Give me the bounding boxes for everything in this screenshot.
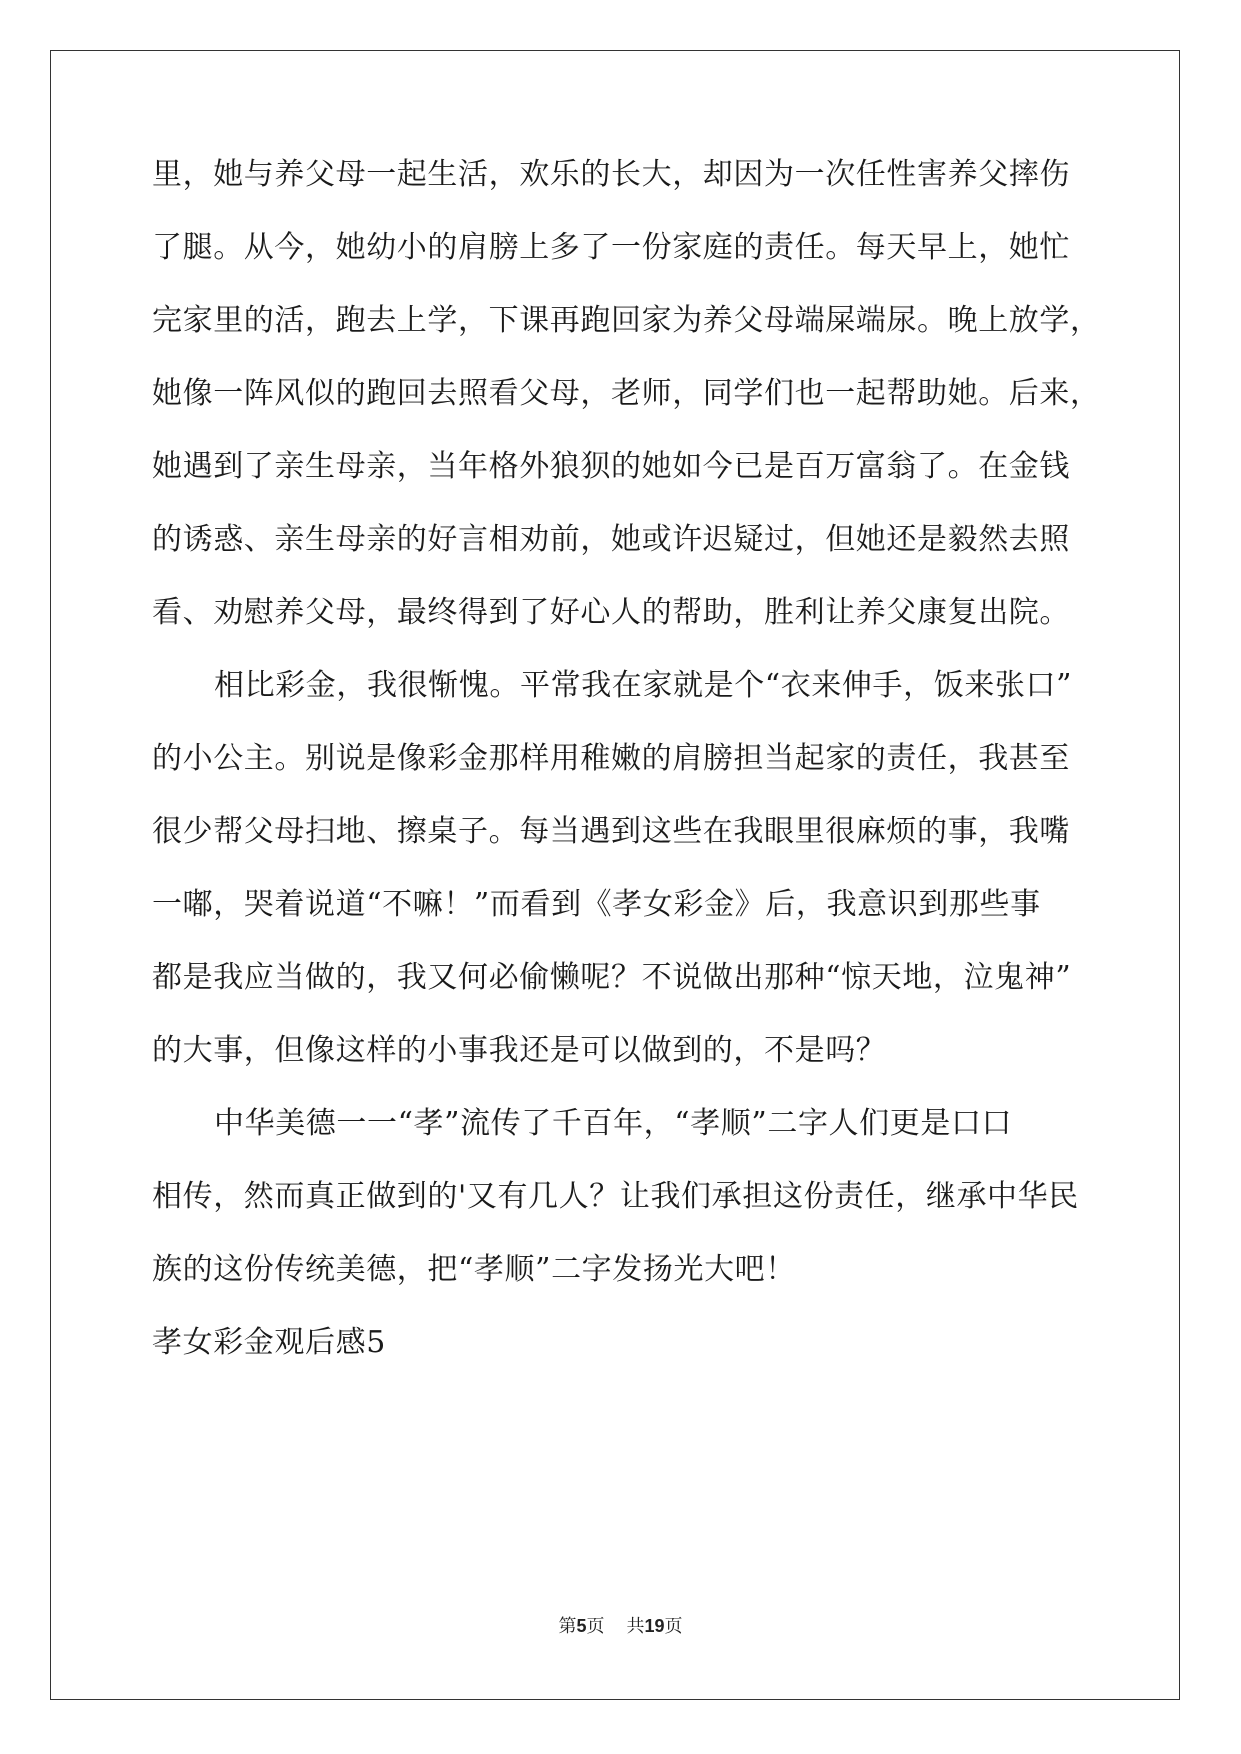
text-line: 看、劝慰养父母，最终得到了好心人的帮助，胜利让养父康复出院。: [152, 595, 1070, 630]
text-line: 一嘟，哭着说道“不嘛！”而看到《孝女彩金》后，我意识到那些事: [152, 887, 1041, 922]
total-prefix: 共: [626, 1616, 645, 1637]
text-line: 很少帮父母扫地、擦桌子。每当遇到这些在我眼里很麻烦的事，我嘴: [152, 814, 1070, 849]
page-prefix: 第: [558, 1616, 577, 1637]
total-suffix: 页: [664, 1616, 683, 1637]
paragraph-2: [152, 668, 1090, 1109]
text-line: 她遇到了亲生母亲，当年格外狼狈的她如今已是百万富翁了。在金钱: [152, 449, 1070, 484]
page-number: 5: [576, 1616, 587, 1636]
text-line: 中华美德一一“孝”流传了千百年，“孝顺”二字人们更是口口: [214, 1106, 1013, 1141]
document-body: [152, 157, 1101, 1401]
text-line: 她像一阵风似的跑回去照看父母，老师，同学们也一起帮助她。后来，: [152, 376, 1101, 411]
text-line: 了腿。从今，她幼小的肩膀上多了一份家庭的责任。每天早上，她忙: [152, 230, 1070, 265]
text-line: 相传，然而真正做到的'又有几人？让我们承担这份责任，继承中华民: [152, 1179, 1079, 1214]
text-line: 相比彩金，我很惭愧。平常我在家就是个“衣来伸手，饭来张口”: [214, 668, 1073, 703]
section-heading: 孝女彩金观后感5: [152, 1325, 386, 1360]
text-line: 完家里的活，跑去上学，下课再跑回家为养父母端屎端尿。晚上放学，: [152, 303, 1101, 338]
total-pages: 19: [644, 1616, 665, 1636]
text-line: 都是我应当做的，我又何必偷懒呢？不说做出那种“惊天地，泣鬼神”: [152, 960, 1072, 995]
text-line: 里，她与养父母一起生活，欢乐的长大，却因为一次任性害养父摔伤: [152, 157, 1070, 192]
text-line: 的诱惑、亲生母亲的好言相劝前，她或许迟疑过，但她还是毅然去照: [152, 522, 1070, 557]
paragraph-1: [152, 157, 1101, 671]
page-footer: [0, 1612, 1241, 1638]
text-line: 族的这份传统美德，把“孝顺”二字发扬光大吧！: [152, 1252, 796, 1287]
text-line: 的小公主。别说是像彩金那样用稚嫩的肩膀担当起家的责任，我甚至: [152, 741, 1070, 776]
paragraph-3: [152, 1106, 1090, 1328]
page-suffix: 页: [586, 1616, 605, 1637]
text-line: 的大事，但像这样的小事我还是可以做到的，不是吗？: [152, 1033, 887, 1068]
